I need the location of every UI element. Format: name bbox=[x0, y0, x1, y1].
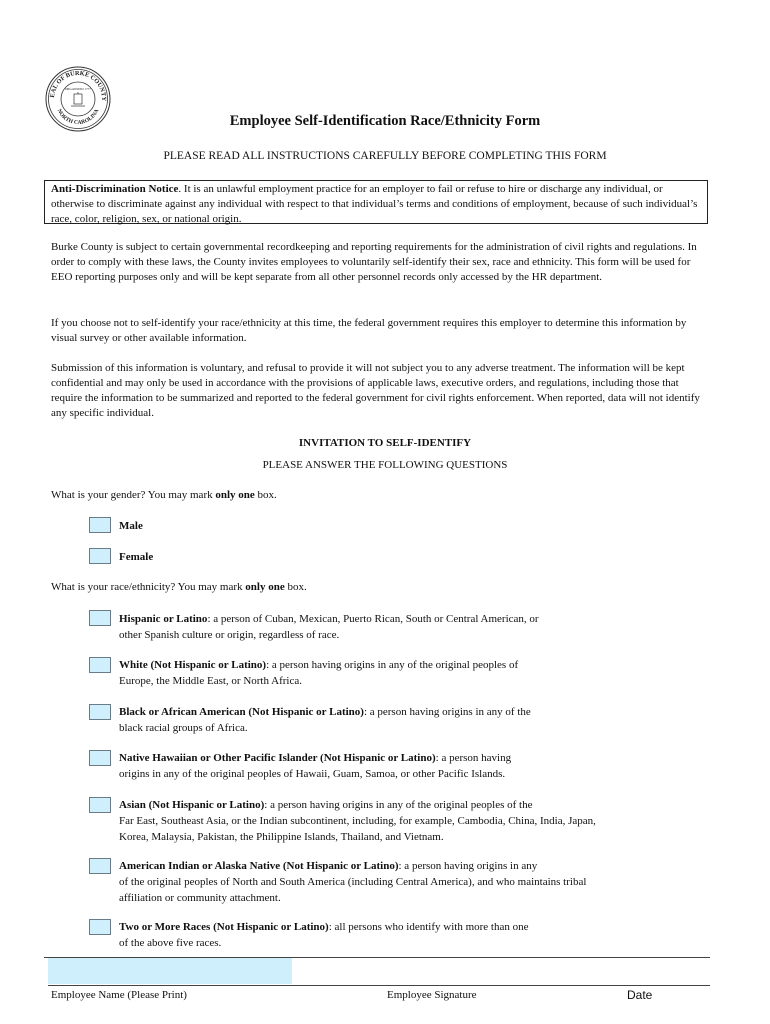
black-african-american-option bbox=[119, 704, 679, 736]
female-label bbox=[119, 549, 679, 565]
hispanic-latino-checkbox[interactable] bbox=[89, 610, 111, 626]
option-label: Native Hawaiian or Other Pacific Islander (Not Hispanic or Latino) bbox=[119, 752, 436, 764]
option-desc: : a person having origins in any bbox=[398, 860, 538, 872]
american-indian-option bbox=[119, 858, 679, 906]
hispanic-latino-option bbox=[119, 611, 679, 643]
white-checkbox[interactable] bbox=[89, 657, 111, 673]
asian-option bbox=[119, 797, 679, 845]
gender-question-end: box. bbox=[254, 489, 277, 501]
anti-discrimination-notice bbox=[44, 180, 708, 224]
signature-line bbox=[48, 985, 710, 986]
male-label bbox=[119, 518, 679, 534]
employee-name-label: Employee Name (Please Print) bbox=[51, 989, 187, 1001]
option-desc: : a person of Cuban, Mexican, Puerto Rican, South or Central American, or bbox=[207, 613, 539, 625]
paragraph-voluntary: Submission of this information is voluntary, and refusal to provide it will not subject you to any adverse treatment. The information will be kept confidential and may only be used in accordance with the provisions of applicable laws, executive orders, and regulations, including those that require the information to be summarized and reported to the federal government for civil rights enforcement. When reported, data will not identify any specific individual. bbox=[51, 362, 700, 419]
option-label: Hispanic or Latino bbox=[119, 613, 208, 625]
option-desc: black racial groups of Africa. bbox=[119, 722, 248, 734]
option-label: Black or African American (Not Hispanic or Latino) bbox=[119, 706, 364, 718]
native-hawaiian-option bbox=[119, 750, 679, 782]
option-label: Asian (Not Hispanic or Latino) bbox=[119, 799, 265, 811]
two-or-more-races-option bbox=[119, 919, 679, 951]
male-checkbox[interactable] bbox=[89, 517, 111, 533]
option-desc: Europe, the Middle East, or North Africa. bbox=[119, 675, 302, 687]
native-hawaiian-checkbox[interactable] bbox=[89, 750, 111, 766]
option-desc: Korea, Malaysia, Pakistan, the Philippine Islands, Thailand, and Vietnam. bbox=[119, 831, 444, 843]
option-label: Two or More Races (Not Hispanic or Latino) bbox=[119, 921, 329, 933]
female-label-text: Female bbox=[119, 551, 154, 563]
notice-text: . It is an unlawful employment practice for an employer to fail or refuse to hire or discharge any individual, or otherwise to discriminate against any individual with respect to that individual’s terms and conditions of employment, because of such individual’s race, color, religion, sex, or national origin. bbox=[51, 183, 698, 225]
option-desc: : a person having origins in any of the bbox=[363, 706, 531, 718]
employee-name-field[interactable] bbox=[48, 958, 292, 984]
option-desc: of the original peoples of North and South America (including Central America), and who maintains tribal bbox=[119, 876, 587, 888]
notice-label: Anti-Discrimination Notice bbox=[51, 183, 179, 195]
seal-outer-text: EAL OF BURKE COUNTY bbox=[48, 69, 108, 102]
paragraph-recordkeeping: Burke County is subject to certain governmental recordkeeping and reporting requirements for the administration of civil rights and regulations. In order to comply with these laws, the County invites employees to voluntarily self-identify their sex, race and ethnicity. This form will be used for EEO reporting purposes only and will be kept separate from all other personnel records only accessed by the HR department. bbox=[51, 241, 697, 283]
employee-signature-label: Employee Signature bbox=[387, 989, 477, 1001]
answer-line: PLEASE ANSWER THE FOLLOWING QUESTIONS bbox=[262, 459, 508, 471]
option-label: White (Not Hispanic or Latino) bbox=[119, 659, 267, 671]
option-desc: : a person having origins in any of the original peoples of bbox=[266, 659, 519, 671]
race-question-text: What is your race/ethnicity? You may mark bbox=[51, 581, 246, 593]
option-desc: : all persons who identify with more than one bbox=[328, 921, 529, 933]
white-option bbox=[119, 657, 679, 689]
female-checkbox[interactable] bbox=[89, 548, 111, 564]
option-label: American Indian or Alaska Native (Not Hispanic or Latino) bbox=[119, 860, 399, 872]
option-desc: : a person having bbox=[435, 752, 512, 764]
paragraph-visual-survey: If you choose not to self-identify your race/ethnicity at this time, the federal government requires this employer to determine this information by visual survey or other available information. bbox=[51, 317, 687, 344]
option-desc: of the above five races. bbox=[119, 937, 222, 949]
asian-checkbox[interactable] bbox=[89, 797, 111, 813]
male-label-text: Male bbox=[119, 520, 143, 532]
gender-question-emphasis: only one bbox=[215, 489, 255, 501]
invitation-heading: INVITATION TO SELF-IDENTIFY bbox=[298, 437, 472, 449]
american-indian-checkbox[interactable] bbox=[89, 858, 111, 874]
gender-question-text: What is your gender? You may mark bbox=[51, 489, 216, 501]
option-desc: Far East, Southeast Asia, or the Indian subcontinent, including, for example, Cambodia, China, India, Japan, bbox=[119, 815, 596, 827]
option-desc: : a person having origins in any of the original peoples of the bbox=[264, 799, 533, 811]
seal-inner-text: ORGANIZED 1777 bbox=[65, 87, 91, 91]
svg-text:SEAL OF BURKE COUNTY bbox=[45, 66, 107, 102]
instructions-line: PLEASE READ ALL INSTRUCTIONS CAREFULLY BEFORE COMPLETING THIS FORM bbox=[163, 150, 607, 162]
race-question-emphasis: only one bbox=[245, 581, 285, 593]
option-desc: other Spanish culture or origin, regardless of race. bbox=[119, 629, 340, 641]
black-african-american-checkbox[interactable] bbox=[89, 704, 111, 720]
date-label: Date bbox=[627, 988, 653, 1002]
race-question bbox=[51, 581, 307, 593]
seal-bottom-text: NORTH CAROLINA bbox=[55, 108, 101, 127]
option-desc: affiliation or community attachment. bbox=[119, 892, 281, 904]
race-question-end: box. bbox=[284, 581, 307, 593]
option-desc: origins in any of the original peoples of Hawaii, Guam, Samoa, or other Pacific Islands. bbox=[119, 768, 506, 780]
gender-question bbox=[51, 489, 277, 501]
form-title: Employee Self-Identification Race/Ethnicity Form bbox=[229, 113, 541, 129]
two-or-more-races-checkbox[interactable] bbox=[89, 919, 111, 935]
